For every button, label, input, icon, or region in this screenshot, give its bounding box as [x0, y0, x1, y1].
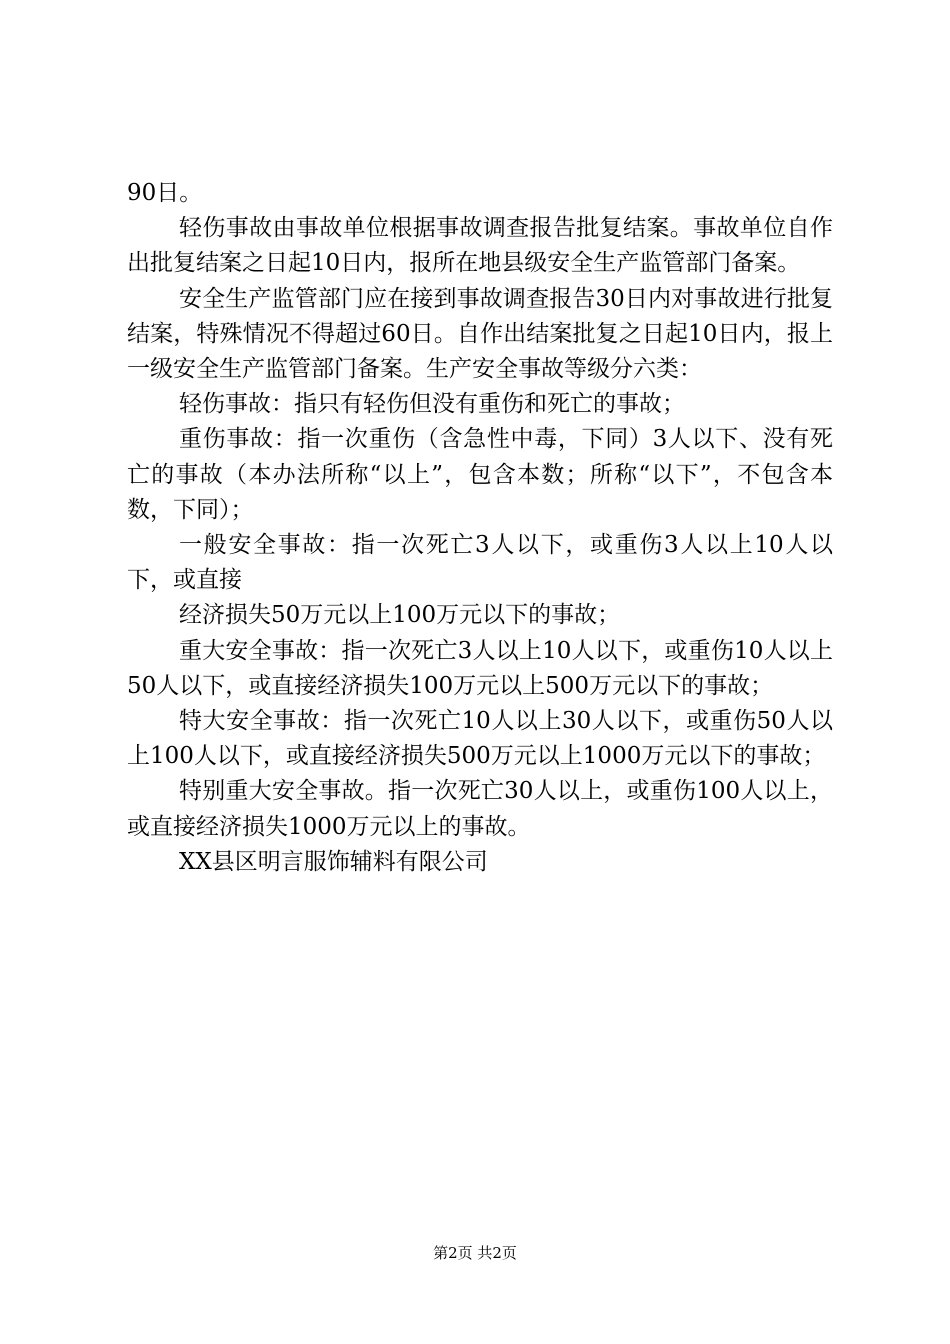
paragraph-major-accident: 重大安全事故：指一次死亡3人以上10人以下，或重伤10人以上50人以下，或直接经济损失100万元以上500万元以下的事故；: [127, 637, 833, 699]
document-body: [127, 176, 833, 880]
paragraph-general-accident-loss: 经济损失50万元以上100万元以下的事故；: [179, 602, 621, 629]
company-signature: XX县区明言服饰辅料有限公司: [179, 848, 488, 875]
paragraph-supervision-closure: 安全生产监管部门应在接到事故调查报告30日内对事故进行批复结案，特殊情况不得超过60日。自作出结案批复之日起10日内，报上一级安全生产监管部门备案。生产安全事故等级分六类：: [127, 285, 833, 383]
paragraph-serious-injury-accident: 重伤事故：指一次重伤（含急性中毒，下同）3人以下、没有死亡的事故（本办法所称“以上”，包含本数；所称“以下”，不包含本数，下同）；: [127, 426, 833, 523]
paragraph-minor-injury-accident: 轻伤事故：指只有轻伤但没有重伤和死亡的事故；: [179, 391, 685, 418]
paragraph-extraordinary-accident: 特大安全事故：指一次死亡10人以上30人以下，或重伤50人以上100人以下，或直接经济损失500万元以上1000万元以下的事故；: [127, 708, 833, 770]
paragraph-especially-major-accident: 特别重大安全事故。指一次死亡30人以上，或重伤100人以上，或直接经济损失1000万元以上的事故。: [127, 778, 833, 840]
page-number-footer: 第2页 共2页: [433, 1244, 517, 1262]
paragraph-minor-injury-closure: 轻伤事故由事故单位根据事故调查报告批复结案。事故单位自作出批复结案之日起10日内，报所在地县级安全生产监管部门备案。: [127, 215, 833, 277]
paragraph-continuation: 90日。: [127, 180, 203, 206]
paragraph-general-accident: 一般安全事故：指一次死亡3人以下，或重伤3人以上10人以下，或直接: [127, 532, 833, 594]
